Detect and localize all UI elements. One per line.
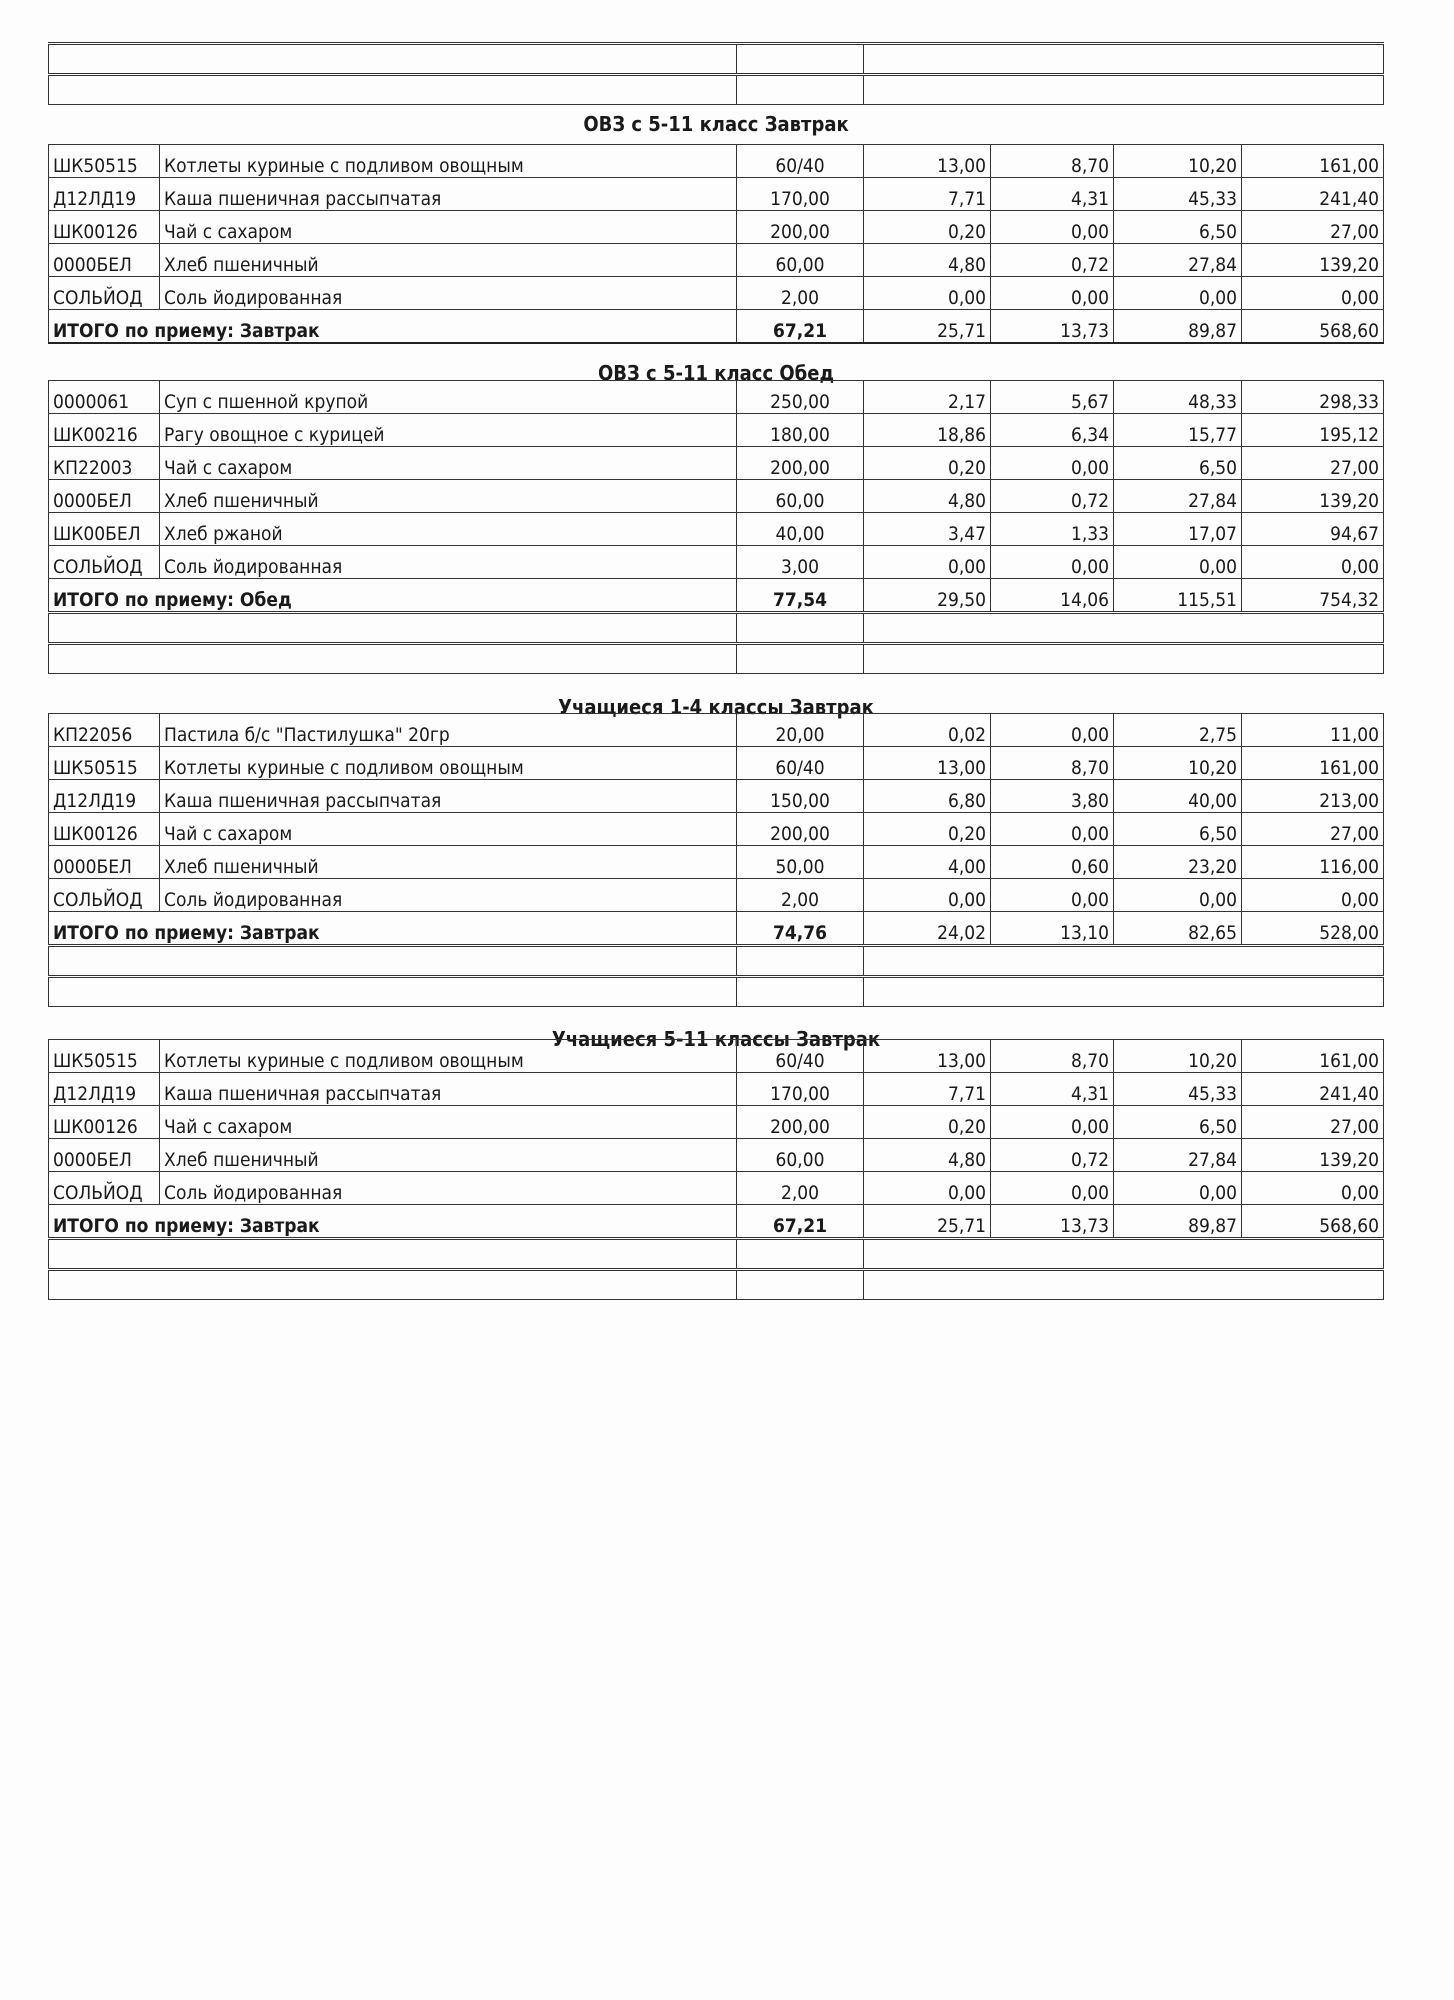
table-row (49, 1073, 1384, 1106)
table-row (49, 381, 1384, 414)
table-row (49, 846, 1384, 879)
table-row (49, 277, 1384, 310)
item-weight: 2,00 (737, 879, 864, 912)
item-name: Каша пшеничная рассыпчатая (160, 780, 737, 813)
section-title: ОВЗ с 5-11 класс Завтрак (583, 112, 849, 136)
item-carbs: 6,50 (1114, 447, 1242, 480)
item-energy: 161,00 (1242, 747, 1384, 780)
item-fat: 0,60 (991, 846, 1114, 879)
table-row (49, 244, 1384, 277)
item-code: ШК50515 (49, 145, 160, 178)
total-carbs: 115,51 (1114, 579, 1242, 613)
item-protein: 3,47 (864, 513, 991, 546)
item-fat: 5,67 (991, 381, 1114, 414)
total-energy: 568,60 (1242, 310, 1384, 344)
total-energy: 528,00 (1242, 912, 1384, 946)
item-weight: 50,00 (737, 846, 864, 879)
item-weight: 20,00 (737, 714, 864, 747)
item-code: 0000БЕЛ (49, 1139, 160, 1172)
table-row (49, 178, 1384, 211)
total-protein: 29,50 (864, 579, 991, 613)
item-name: Чай с сахаром (160, 813, 737, 846)
total-label: ИТОГО по приему: Обед (49, 579, 737, 613)
item-fat: 0,00 (991, 211, 1114, 244)
item-energy: 0,00 (1242, 277, 1384, 310)
item-fat: 0,00 (991, 879, 1114, 912)
item-weight: 2,00 (737, 277, 864, 310)
item-protein: 7,71 (864, 178, 991, 211)
blank-row (49, 44, 1384, 75)
item-name: Чай с сахаром (160, 1106, 737, 1139)
table-row (49, 546, 1384, 579)
item-weight: 60,00 (737, 244, 864, 277)
item-energy: 27,00 (1242, 1106, 1384, 1139)
item-code: ШК00БЕЛ (49, 513, 160, 546)
table-row (49, 1172, 1384, 1205)
total-weight: 74,76 (737, 912, 864, 946)
item-protein: 4,80 (864, 1139, 991, 1172)
item-weight: 200,00 (737, 211, 864, 244)
total-fat: 13,73 (991, 1205, 1114, 1239)
item-weight: 200,00 (737, 447, 864, 480)
item-code: Д12ЛД19 (49, 178, 160, 211)
item-code: ШК00126 (49, 1106, 160, 1139)
item-weight: 180,00 (737, 414, 864, 447)
total-carbs: 82,65 (1114, 912, 1242, 946)
item-weight: 60,00 (737, 480, 864, 513)
item-code: Д12ЛД19 (49, 1073, 160, 1106)
total-weight: 77,54 (737, 579, 864, 613)
item-code: 0000БЕЛ (49, 244, 160, 277)
item-code: ШК00216 (49, 414, 160, 447)
item-code: 0000БЕЛ (49, 480, 160, 513)
item-protein: 0,20 (864, 211, 991, 244)
item-energy: 241,40 (1242, 1073, 1384, 1106)
item-fat: 8,70 (991, 145, 1114, 178)
table-row (49, 447, 1384, 480)
meal-table (48, 713, 1384, 1007)
table-row (49, 747, 1384, 780)
total-protein: 25,71 (864, 310, 991, 344)
blank-row (49, 1239, 1384, 1270)
item-carbs: 27,84 (1114, 244, 1242, 277)
total-weight: 67,21 (737, 310, 864, 344)
item-fat: 0,00 (991, 1106, 1114, 1139)
item-protein: 13,00 (864, 1040, 991, 1073)
total-energy: 754,32 (1242, 579, 1384, 613)
item-name: Хлеб пшеничный (160, 1139, 737, 1172)
item-fat: 0,00 (991, 1172, 1114, 1205)
item-code: ШК00126 (49, 813, 160, 846)
item-protein: 13,00 (864, 145, 991, 178)
blank-row (49, 1270, 1384, 1300)
item-fat: 0,00 (991, 714, 1114, 747)
item-weight: 40,00 (737, 513, 864, 546)
item-name: Котлеты куриные с подливом овощным (160, 145, 737, 178)
item-name: Каша пшеничная рассыпчатая (160, 1073, 737, 1106)
item-fat: 4,31 (991, 1073, 1114, 1106)
item-weight: 150,00 (737, 780, 864, 813)
item-fat: 8,70 (991, 1040, 1114, 1073)
item-name: Каша пшеничная рассыпчатая (160, 178, 737, 211)
table-row (49, 211, 1384, 244)
item-protein: 0,02 (864, 714, 991, 747)
item-carbs: 0,00 (1114, 879, 1242, 912)
blank-row (49, 613, 1384, 644)
item-name: Чай с сахаром (160, 447, 737, 480)
item-weight: 200,00 (737, 813, 864, 846)
item-weight: 250,00 (737, 381, 864, 414)
item-name: Суп с пшенной крупой (160, 381, 737, 414)
meal-table (48, 380, 1384, 674)
item-energy: 94,67 (1242, 513, 1384, 546)
total-protein: 25,71 (864, 1205, 991, 1239)
blank-row (49, 644, 1384, 674)
item-fat: 8,70 (991, 747, 1114, 780)
item-fat: 3,80 (991, 780, 1114, 813)
item-weight: 60/40 (737, 747, 864, 780)
item-fat: 0,72 (991, 480, 1114, 513)
section-title: ОВЗ с 5-11 класс Обед (598, 361, 834, 385)
item-carbs: 15,77 (1114, 414, 1242, 447)
item-weight: 170,00 (737, 178, 864, 211)
meal-table (48, 144, 1384, 344)
item-protein: 0,20 (864, 813, 991, 846)
total-energy: 568,60 (1242, 1205, 1384, 1239)
item-carbs: 0,00 (1114, 546, 1242, 579)
item-name: Чай с сахаром (160, 211, 737, 244)
item-carbs: 27,84 (1114, 480, 1242, 513)
item-weight: 3,00 (737, 546, 864, 579)
item-weight: 200,00 (737, 1106, 864, 1139)
blank-row (49, 946, 1384, 977)
table-row (49, 780, 1384, 813)
item-fat: 0,00 (991, 447, 1114, 480)
item-weight: 60/40 (737, 145, 864, 178)
meal-table (48, 1039, 1384, 1300)
item-name: Котлеты куриные с подливом овощным (160, 747, 737, 780)
item-code: КП22056 (49, 714, 160, 747)
item-weight: 60/40 (737, 1040, 864, 1073)
total-fat: 14,06 (991, 579, 1114, 613)
item-protein: 0,00 (864, 1172, 991, 1205)
item-code: 0000061 (49, 381, 160, 414)
item-energy: 195,12 (1242, 414, 1384, 447)
item-fat: 0,72 (991, 1139, 1114, 1172)
item-name: Хлеб пшеничный (160, 480, 737, 513)
item-energy: 0,00 (1242, 879, 1384, 912)
item-protein: 2,17 (864, 381, 991, 414)
item-fat: 0,00 (991, 813, 1114, 846)
item-protein: 18,86 (864, 414, 991, 447)
item-carbs: 0,00 (1114, 1172, 1242, 1205)
item-energy: 116,00 (1242, 846, 1384, 879)
item-code: 0000БЕЛ (49, 846, 160, 879)
item-name: Хлеб ржаной (160, 513, 737, 546)
item-energy: 0,00 (1242, 546, 1384, 579)
item-protein: 0,20 (864, 1106, 991, 1139)
table-row (49, 1139, 1384, 1172)
item-fat: 4,31 (991, 178, 1114, 211)
item-code: ШК50515 (49, 747, 160, 780)
item-name: Соль йодированная (160, 277, 737, 310)
item-carbs: 10,20 (1114, 1040, 1242, 1073)
item-protein: 6,80 (864, 780, 991, 813)
table-row (49, 714, 1384, 747)
item-carbs: 2,75 (1114, 714, 1242, 747)
table-row (49, 145, 1384, 178)
item-energy: 161,00 (1242, 145, 1384, 178)
item-code: СОЛЬЙОД (49, 1172, 160, 1205)
item-protein: 13,00 (864, 747, 991, 780)
item-protein: 0,00 (864, 546, 991, 579)
item-carbs: 45,33 (1114, 178, 1242, 211)
item-energy: 139,20 (1242, 1139, 1384, 1172)
item-carbs: 10,20 (1114, 145, 1242, 178)
table-row (49, 1106, 1384, 1139)
item-name: Рагу овощное с курицей (160, 414, 737, 447)
item-energy: 0,00 (1242, 1172, 1384, 1205)
item-protein: 4,80 (864, 244, 991, 277)
item-name: Хлеб пшеничный (160, 244, 737, 277)
item-fat: 0,00 (991, 277, 1114, 310)
item-code: ШК00126 (49, 211, 160, 244)
item-carbs: 17,07 (1114, 513, 1242, 546)
item-code: КП22003 (49, 447, 160, 480)
item-carbs: 45,33 (1114, 1073, 1242, 1106)
total-label: ИТОГО по приему: Завтрак (49, 310, 737, 344)
total-row (49, 310, 1384, 344)
total-row (49, 579, 1384, 613)
item-weight: 170,00 (737, 1073, 864, 1106)
section-title: Учащиеся 1-4 классы Завтрак (558, 695, 874, 719)
total-carbs: 89,87 (1114, 1205, 1242, 1239)
total-weight: 67,21 (737, 1205, 864, 1239)
total-protein: 24,02 (864, 912, 991, 946)
item-weight: 2,00 (737, 1172, 864, 1205)
total-row (49, 1205, 1384, 1239)
item-energy: 139,20 (1242, 480, 1384, 513)
table-row (49, 879, 1384, 912)
item-fat: 0,72 (991, 244, 1114, 277)
item-energy: 27,00 (1242, 813, 1384, 846)
top-blank-table (48, 42, 1384, 105)
item-fat: 6,34 (991, 414, 1114, 447)
blank-row (49, 977, 1384, 1007)
item-code: Д12ЛД19 (49, 780, 160, 813)
item-protein: 4,00 (864, 846, 991, 879)
item-energy: 27,00 (1242, 211, 1384, 244)
item-name: Хлеб пшеничный (160, 846, 737, 879)
total-row (49, 912, 1384, 946)
item-protein: 0,00 (864, 879, 991, 912)
item-carbs: 27,84 (1114, 1139, 1242, 1172)
table-row (49, 513, 1384, 546)
item-energy: 161,00 (1242, 1040, 1384, 1073)
item-carbs: 6,50 (1114, 1106, 1242, 1139)
item-energy: 241,40 (1242, 178, 1384, 211)
total-label: ИТОГО по приему: Завтрак (49, 912, 737, 946)
item-carbs: 6,50 (1114, 211, 1242, 244)
item-name: Котлеты куриные с подливом овощным (160, 1040, 737, 1073)
item-energy: 11,00 (1242, 714, 1384, 747)
item-protein: 7,71 (864, 1073, 991, 1106)
item-name: Соль йодированная (160, 546, 737, 579)
item-carbs: 6,50 (1114, 813, 1242, 846)
table-row (49, 480, 1384, 513)
item-code: СОЛЬЙОД (49, 277, 160, 310)
total-fat: 13,73 (991, 310, 1114, 344)
item-protein: 0,20 (864, 447, 991, 480)
item-name: Соль йодированная (160, 1172, 737, 1205)
item-energy: 139,20 (1242, 244, 1384, 277)
section-title: Учащиеся 5-11 классы Завтрак (551, 1027, 881, 1051)
total-fat: 13,10 (991, 912, 1114, 946)
item-code: ШК50515 (49, 1040, 160, 1073)
table-row (49, 1040, 1384, 1073)
total-label: ИТОГО по приему: Завтрак (49, 1205, 737, 1239)
total-carbs: 89,87 (1114, 310, 1242, 344)
item-code: СОЛЬЙОД (49, 879, 160, 912)
item-energy: 213,00 (1242, 780, 1384, 813)
item-carbs: 40,00 (1114, 780, 1242, 813)
item-carbs: 10,20 (1114, 747, 1242, 780)
item-energy: 27,00 (1242, 447, 1384, 480)
item-fat: 0,00 (991, 546, 1114, 579)
table-row (49, 414, 1384, 447)
item-protein: 0,00 (864, 277, 991, 310)
blank-row (49, 75, 1384, 105)
item-energy: 298,33 (1242, 381, 1384, 414)
item-carbs: 48,33 (1114, 381, 1242, 414)
item-carbs: 0,00 (1114, 277, 1242, 310)
table-row (49, 813, 1384, 846)
item-carbs: 23,20 (1114, 846, 1242, 879)
item-protein: 4,80 (864, 480, 991, 513)
item-code: СОЛЬЙОД (49, 546, 160, 579)
item-weight: 60,00 (737, 1139, 864, 1172)
item-name: Пастила б/с "Пастилушка" 20гр (160, 714, 737, 747)
item-name: Соль йодированная (160, 879, 737, 912)
item-fat: 1,33 (991, 513, 1114, 546)
